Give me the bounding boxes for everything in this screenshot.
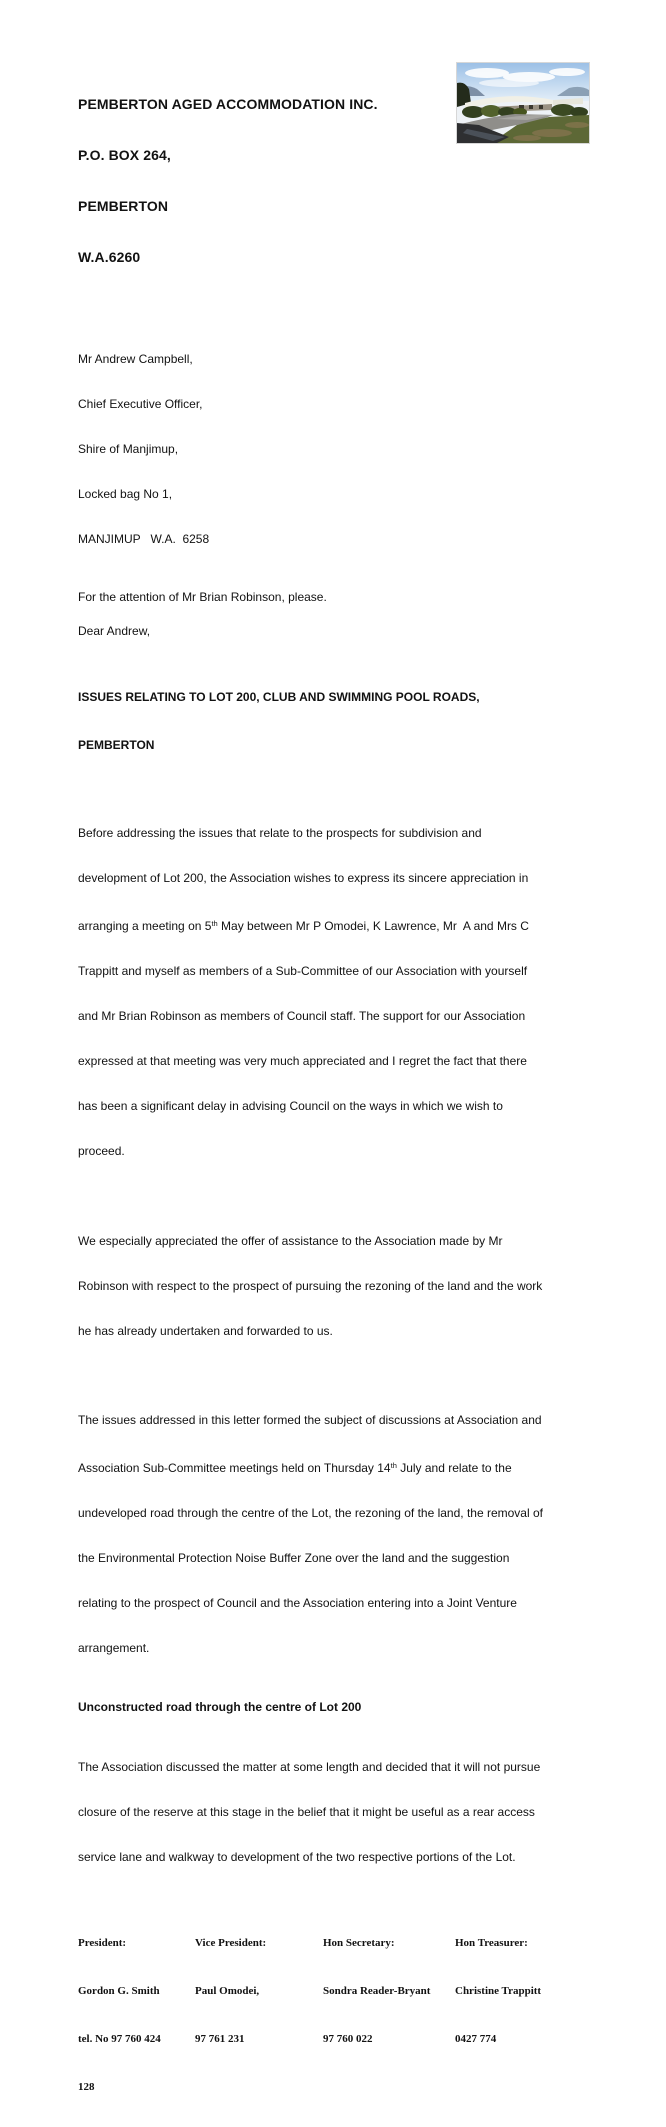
officer-name: Sondra Reader-Bryant	[323, 1985, 431, 1997]
recipient-line: Chief Executive Officer,	[78, 397, 203, 411]
recipient-line: MANJIMUP W.A. 6258	[78, 532, 210, 546]
letter-line: and Mr Brian Robinson as members of Council staff. The support for our Association	[78, 1009, 526, 1023]
org-address-line: W.A.6260	[78, 249, 141, 265]
footer-column-hon-secretary	[323, 1903, 455, 2127]
officer-title: Hon Treasurer:	[455, 1937, 528, 1949]
body-paragraph-3	[78, 1383, 592, 1686]
body-paragraph-4	[78, 1730, 592, 1895]
officer-phone: 97 761 231	[195, 2033, 245, 2045]
footer-column-hon-treasurer	[455, 1903, 592, 2127]
officer-phone: 0427 774	[455, 2033, 497, 2045]
subject-line: ISSUES RELATING TO LOT 200, CLUB AND SWIMMING POOL ROADS,	[78, 690, 480, 704]
org-address-line: P.O. BOX 264,	[78, 147, 171, 163]
officer-phone: 97 760 022	[323, 2033, 373, 2045]
section-heading: Unconstructed road through the centre of Lot 200	[78, 1700, 362, 1714]
letter-line: Trappitt and myself as members of a Sub-Committee of our Association with yourself	[78, 964, 528, 978]
footer-column-president	[78, 1903, 195, 2127]
letter-line: has been a significant delay in advising Council on the ways in which we wish to	[78, 1099, 503, 1113]
attention-line: For the attention of Mr Brian Robinson, please.	[78, 590, 327, 604]
letter-line: the Environmental Protection Noise Buffer Zone over the land and the suggestion	[78, 1551, 510, 1565]
officer-phone: tel. No 97 760 424	[78, 2033, 161, 2045]
letterhead	[78, 62, 592, 300]
officer-name: Christine Trappitt	[455, 1985, 542, 1997]
org-name: PEMBERTON AGED ACCOMMODATION INC.	[78, 96, 378, 112]
letter-line: service lane and walkway to development of the two respective portions of the Lot.	[78, 1850, 516, 1864]
officer-title: Vice President:	[195, 1937, 267, 1949]
body-paragraph-1	[78, 796, 592, 1189]
letter-line: The issues addressed in this letter formed the subject of discussions at Association and	[78, 1413, 542, 1427]
letter-line: arrangement.	[78, 1641, 150, 1655]
officer-title: President:	[78, 1937, 127, 1949]
letter-line: closure of the reserve at this stage in the belief that it might be useful as a rear access	[78, 1805, 535, 1819]
recipient-line: Mr Andrew Campbell,	[78, 352, 193, 366]
letter-line: Robinson with respect to the prospect of pursuing the rezoning of the land and the work	[78, 1279, 543, 1293]
recipient-line: Locked bag No 1,	[78, 487, 173, 501]
letter-line: undeveloped road through the centre of the Lot, the rezoning of the land, the removal of	[78, 1506, 543, 1520]
subject-heading	[78, 657, 592, 785]
officer-name: Gordon G. Smith	[78, 1985, 160, 1997]
letter-line: expressed at that meeting was very much appreciated and I regret the fact that there	[78, 1054, 527, 1068]
letter-line: relating to the prospect of Council and the Association entering into a Joint Venture	[78, 1596, 517, 1610]
letter-line: Before addressing the issues that relate to the prospects for subdivision and	[78, 826, 482, 840]
letter-line: We especially appreciated the offer of assistance to the Association made by Mr	[78, 1234, 503, 1248]
salutation: Dear Andrew,	[78, 624, 151, 638]
org-address-line: PEMBERTON	[78, 198, 169, 214]
recipient-line: Shire of Manjimup,	[78, 442, 179, 456]
footer-column-vice-president	[195, 1903, 323, 2127]
letter-line: he has already undertaken and forwarded to us.	[78, 1324, 333, 1338]
officers-footer	[78, 1903, 592, 2127]
subject-line: PEMBERTON	[78, 738, 155, 752]
officer-phone-cont: 128	[78, 2081, 95, 2093]
letter-line: proceed.	[78, 1144, 125, 1158]
ordinal-superscript: th	[211, 919, 218, 928]
letter-line: The Association discussed the matter at some length and decided that it will not pursue	[78, 1760, 541, 1774]
letter-line: development of Lot 200, the Association wishes to express its sincere appreciation in	[78, 871, 529, 885]
officer-name: Paul Omodei,	[195, 1985, 260, 1997]
recipient-block	[78, 322, 592, 577]
letter-content	[78, 62, 592, 2127]
officer-title: Hon Secretary:	[323, 1937, 395, 1949]
letter-line: Association Sub-Committee meetings held on Thursday 14th July and relate to the	[78, 1461, 512, 1475]
body-paragraph-2	[78, 1204, 592, 1369]
ordinal-superscript: th	[390, 1461, 397, 1470]
letter-line: arranging a meeting on 5th May between Mr P Omodei, K Lawrence, Mr A and Mrs C	[78, 919, 529, 933]
